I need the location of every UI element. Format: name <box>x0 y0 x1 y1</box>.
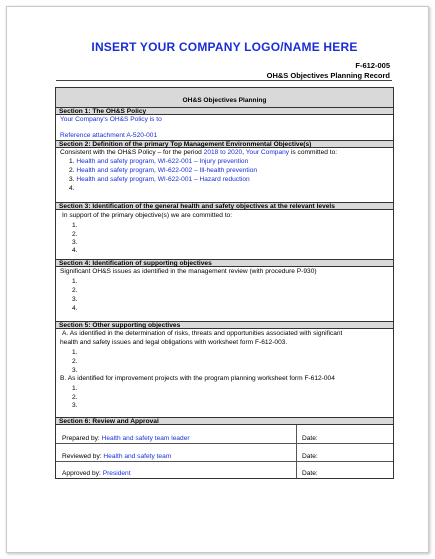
list-item[interactable]: 1. <box>72 222 78 229</box>
list-item[interactable]: 4. <box>72 247 78 254</box>
section-5b-line: B. As identified for improvement projects with the program planning worksheet form F-612-004 <box>60 375 335 382</box>
company-name-value[interactable]: Your Company <box>245 149 290 156</box>
list-item[interactable]: 3. <box>72 296 78 303</box>
objective-item: 1. Health and safety program, WI-622-001 – Injury prevention <box>69 158 249 165</box>
row-divider <box>56 461 393 462</box>
list-item[interactable]: 2. <box>72 287 78 294</box>
policy-line[interactable]: Your Company's OH&S Policy is to <box>60 116 162 123</box>
list-item[interactable]: 1. <box>72 349 78 356</box>
section-5-header: Section 5: Other supporting objectives <box>56 321 393 329</box>
prepared-date-label[interactable]: Date: <box>302 435 318 442</box>
prepared-by-row: Prepared by: Health and safety team leader <box>62 435 190 442</box>
section-2-header: Section 2: Definition of the primary Top Management Environmental Objective(s) <box>56 140 393 148</box>
reviewed-by-row: Reviewed by: Health and safety team <box>62 453 172 460</box>
section-2-intro: Consistent with the OH&S Policy – for the period 2018 to 2020, Your Company is committed to: <box>60 149 338 156</box>
period-value[interactable]: 2018 to 2020 <box>203 149 243 156</box>
section-5a-line-2: health and safety issues and legal obligations with worksheet form F-612-003. <box>60 339 288 346</box>
section-4-intro: Significant OH&S issues as identified in the management review (with procedure P-930) <box>60 268 317 275</box>
list-item[interactable]: 3. <box>72 239 78 246</box>
header-rule <box>56 80 392 81</box>
approved-by-row: Approved by: President <box>62 470 131 477</box>
section-5a-line-1: A. As identified in the determination of risks, threats and opportunities associated with significant <box>62 330 343 337</box>
date-column-divider <box>296 425 297 478</box>
company-logo-placeholder: INSERT YOUR COMPANY LOGO/NAME HERE <box>91 40 358 54</box>
prepared-by-value[interactable]: Health and safety team leader <box>101 435 190 442</box>
list-item[interactable]: 2. <box>72 394 78 401</box>
list-item[interactable]: 1. <box>72 278 78 285</box>
list-item[interactable]: 3. <box>72 402 78 409</box>
list-item[interactable]: 3. <box>72 367 78 374</box>
objective-item: 2. Health and safety program, WI-622-002 – Ill-health prevention <box>69 167 258 174</box>
reviewed-date-label[interactable]: Date: <box>302 453 318 460</box>
section-4-header: Section 4: Identification of supporting objectives <box>56 259 393 267</box>
section-6-header: Section 6: Review and Approval <box>56 417 393 425</box>
list-item[interactable]: 2. <box>72 358 78 365</box>
list-item[interactable]: 4. <box>72 305 78 312</box>
policy-reference[interactable]: Reference attachment A-520-001 <box>60 132 158 139</box>
reviewed-by-value[interactable]: Health and safety team <box>103 453 172 460</box>
objective-item: 4. <box>69 185 75 192</box>
section-3-header: Section 3: Identification of the general health and safety objectives at the relevant levels <box>56 202 393 210</box>
objective-item: 3. Health and safety program, WI-622-001 – Hazard reduction <box>69 176 250 183</box>
approved-by-value[interactable]: President <box>102 470 131 477</box>
section-1-header: Section 1: The OH&S Policy <box>56 107 393 115</box>
row-divider <box>56 443 393 444</box>
approved-date-label[interactable]: Date: <box>302 470 318 477</box>
section-3-intro: In support of the primary objective(s) we are committed to: <box>62 212 233 219</box>
list-item[interactable]: 1. <box>72 385 78 392</box>
record-title: OH&S Objectives Planning Record <box>266 71 390 80</box>
objectives-planning-table <box>55 87 394 479</box>
form-number: F-612-005 <box>355 61 390 70</box>
list-item[interactable]: 2. <box>72 231 78 238</box>
table-title: OH&S Objectives Planning <box>56 88 393 108</box>
